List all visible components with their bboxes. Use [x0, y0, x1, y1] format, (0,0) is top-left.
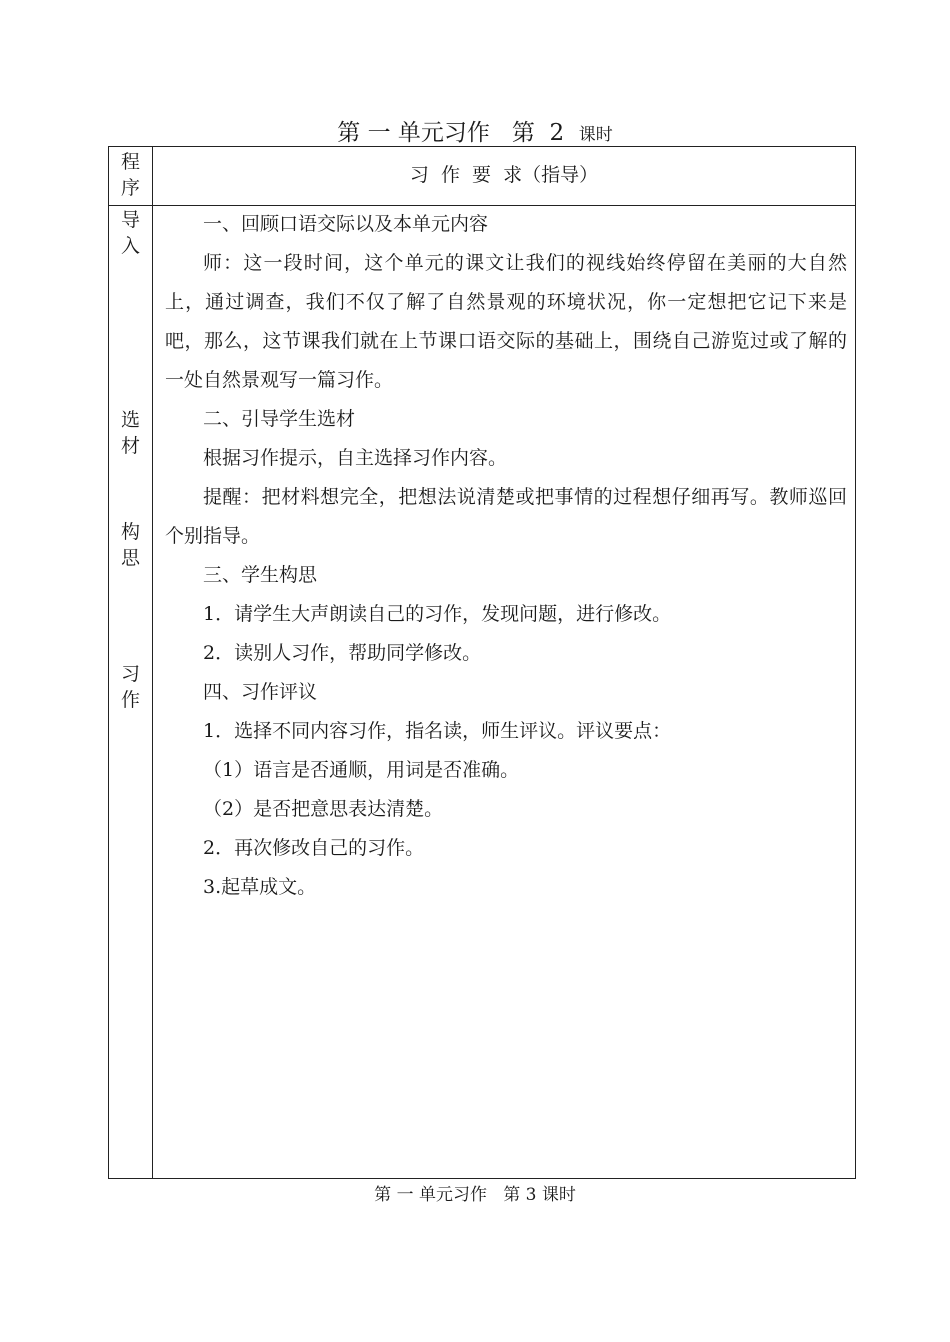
- stage-char: 材: [120, 435, 140, 457]
- stage-char: 作: [120, 689, 140, 711]
- list-item: 2．再次修改自己的习作。: [203, 837, 425, 859]
- stage-conception: [109, 519, 152, 571]
- list-item: 1．请学生大声朗读自己的习作，发现问题，进行修改。: [203, 603, 672, 625]
- section-heading: 三、学生构思: [203, 564, 318, 586]
- lesson-content: [165, 205, 847, 907]
- lesson-table: [108, 146, 856, 1179]
- stage-char: 入: [120, 235, 140, 257]
- list-item: 1．选择不同内容习作，指名读，师生评议。评议要点：: [203, 720, 672, 742]
- section-heading: 二、引导学生选材: [203, 408, 356, 430]
- stage-writing: [109, 661, 152, 713]
- paragraph: 师：这一段时间，这个单元的课文让我们的视线始终停留在美丽的大自然上，通过调查，我们不仅了解了自然景观的环境状况，你一定想把它记下来是吧，那么，这节课我们就在上节课口语交际的基础上，围绕自己游览过或了解的一处自然景观写一篇习作。: [165, 252, 847, 391]
- column-divider: [152, 147, 153, 1178]
- header-requirements: 习 作 要 求（指导）: [409, 164, 599, 186]
- paragraph: 根据习作提示，自主选择习作内容。: [203, 447, 508, 469]
- header-procedure-char: 程: [120, 151, 140, 173]
- stage-select-material: [109, 407, 152, 459]
- stage-char: 构: [120, 521, 140, 543]
- title-main: 第 一 单元习作 第 2: [337, 120, 579, 146]
- next-lesson-title: 第 一 单元习作 第 3 课时: [374, 1185, 576, 1205]
- section-heading: 四、习作评议: [203, 681, 318, 703]
- stage-char: 选: [120, 409, 140, 431]
- list-item: （1）语言是否通顺，用词是否准确。: [203, 759, 520, 781]
- title-suffix: 课时: [578, 125, 613, 145]
- paragraph: 提醒：把材料想完全，把想法说清楚或把事情的过程想仔细再写。教师巡回个别指导。: [165, 486, 847, 547]
- list-item: 2．读别人习作，帮助同学修改。: [203, 642, 482, 664]
- stage-char: 习: [120, 663, 140, 685]
- stage-char: 思: [120, 547, 140, 569]
- list-item: 3.起草成文。: [203, 876, 317, 898]
- stage-intro: [109, 207, 152, 259]
- section-heading: 一、回顾口语交际以及本单元内容: [203, 213, 489, 235]
- header-procedure-char: 序: [120, 177, 140, 199]
- header-procedure: [109, 149, 152, 201]
- list-item: （2）是否把意思表达清楚。: [203, 798, 444, 820]
- stage-char: 导: [120, 209, 140, 231]
